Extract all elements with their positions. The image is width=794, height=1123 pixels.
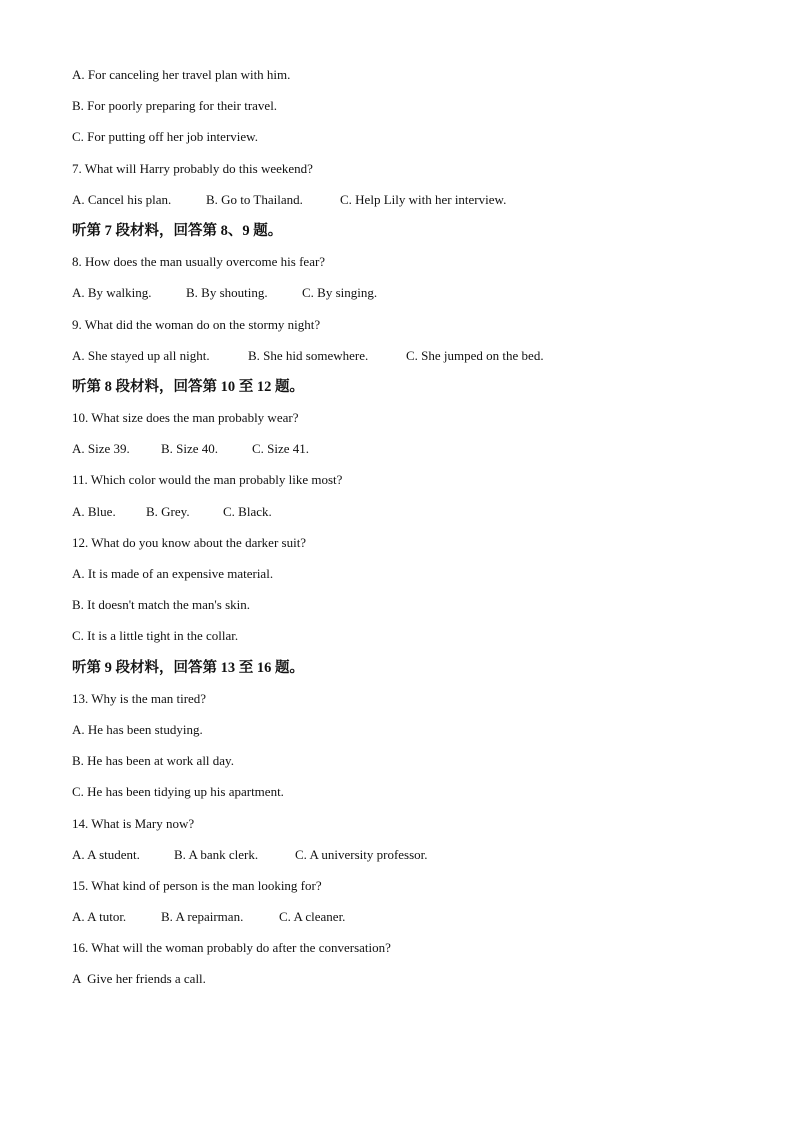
option-b: B. She hid somewhere. [248, 347, 369, 363]
question-9: 9. What did the woman do on the stormy night? [72, 316, 321, 332]
option-line: A Give her friends a call. [72, 971, 206, 987]
option-c: C. A cleaner. [279, 909, 346, 925]
section-heading: 听第 9 段材料，回答第 13 至 16 题。 [72, 659, 304, 676]
options-row-q7 [72, 189, 732, 220]
options-row-q8 [72, 282, 732, 313]
option-b: B. Go to Thailand. [206, 191, 303, 207]
question-10: 10. What size does the man probably wear? [72, 410, 299, 426]
options-row-q14 [72, 844, 732, 875]
option-line: B. For poorly preparing for their travel. [72, 98, 278, 114]
option-a: A. She stayed up all night. [72, 347, 210, 363]
option-c: C. She jumped on the bed. [406, 347, 544, 363]
option-c: C. By singing. [302, 285, 378, 301]
options-row-q11 [72, 501, 732, 532]
option-line: B. He has been at work all day. [72, 753, 234, 769]
question-7: 7. What will Harry probably do this weekend? [72, 160, 313, 176]
options-row-q15 [72, 906, 732, 937]
option-line: C. For putting off her job interview. [72, 129, 258, 145]
option-c: C. Black. [223, 503, 272, 519]
question-12: 12. What do you know about the darker suit? [72, 534, 307, 550]
document-page [72, 64, 732, 1000]
options-row-q9 [72, 345, 732, 376]
option-line: B. It doesn't match the man's skin. [72, 597, 250, 613]
option-c: C. A university professor. [295, 846, 428, 862]
option-a: A. A student. [72, 846, 140, 862]
question-14: 14. What is Mary now? [72, 815, 195, 831]
option-c: C. Help Lily with her interview. [340, 191, 507, 207]
option-a: A. Blue. [72, 503, 116, 519]
option-a: A. Cancel his plan. [72, 191, 172, 207]
option-a: A. Size 39. [72, 441, 130, 457]
option-a: A. A tutor. [72, 909, 127, 925]
option-line: A. It is made of an expensive material. [72, 566, 274, 581]
option-b: B. A bank clerk. [174, 846, 259, 862]
question-15: 15. What kind of person is the man looking for? [72, 877, 322, 893]
option-line: A. For canceling her travel plan with him. [72, 67, 291, 82]
question-16: 16. What will the woman probably do after the conversation? [72, 940, 391, 956]
option-b: B. A repairman. [161, 909, 244, 925]
question-8: 8. How does the man usually overcome his fear? [72, 254, 326, 270]
question-11: 11. Which color would the man probably like most? [72, 472, 343, 488]
section-heading: 听第 7 段材料，回答第 8、9 题。 [72, 222, 283, 239]
option-line: C. It is a little tight in the collar. [72, 628, 239, 644]
option-line: A. He has been studying. [72, 721, 203, 737]
section-heading: 听第 8 段材料，回答第 10 至 12 题。 [72, 378, 304, 395]
option-b: B. Grey. [146, 503, 190, 519]
options-row-q10 [72, 438, 732, 469]
option-b: B. Size 40. [161, 441, 219, 457]
option-b: B. By shouting. [186, 285, 268, 301]
question-13: 13. Why is the man tired? [72, 690, 207, 706]
option-a: A. By walking. [72, 285, 152, 301]
option-c: C. Size 41. [252, 441, 310, 457]
option-line: C. He has been tidying up his apartment. [72, 784, 284, 800]
